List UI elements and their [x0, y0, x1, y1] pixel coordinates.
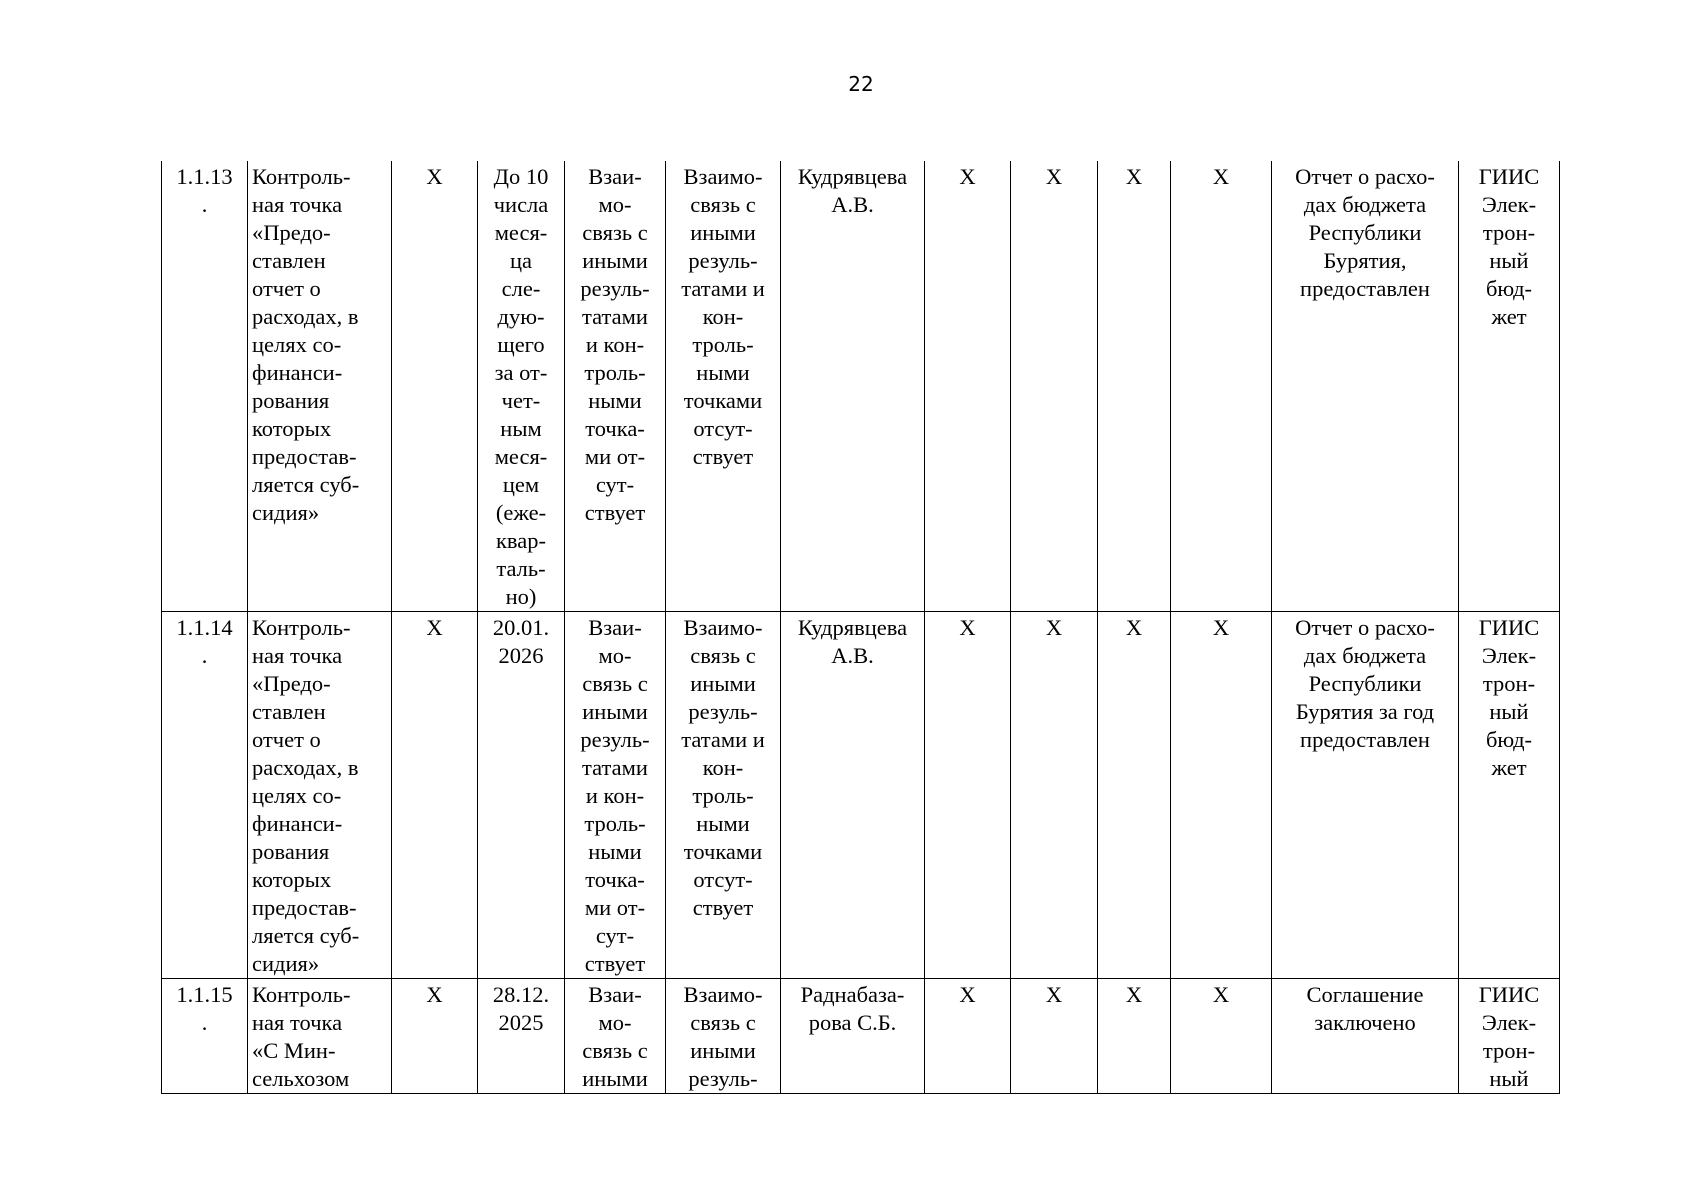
mark-cell: X	[1011, 979, 1098, 1094]
mark-cell: X	[925, 612, 1011, 979]
mark-cell: X	[1098, 612, 1171, 979]
row-number-cell: 1.1.15 .	[162, 979, 248, 1094]
mark-cell: X	[925, 979, 1011, 1094]
relation-points-cell: Взаимо- связь с иными резуль- татами и кон- троль- ными точками отсут- ствует	[666, 612, 781, 979]
control-points-table	[161, 161, 1560, 1094]
relation-points-cell: Взаимо- связь с иными резуль- татами и кон- троль- ными точками отсут- ствует	[666, 161, 781, 612]
deadline-cell: До 10 числа меся- ца сле- дую- щего за от- чет- ным меся- цем (еже- квар- таль- но)	[478, 161, 565, 612]
mark-cell: X	[1171, 161, 1272, 612]
deadline-cell: 28.12. 2025	[478, 979, 565, 1094]
relation-points-cell: Взаимо- связь с иными резуль-	[666, 979, 781, 1094]
control-point-name-cell: Контроль- ная точка «Предо- ставлен отчет о расходах, в целях со- финанси- рования которых предостав- ляется суб- сидия»	[248, 612, 392, 979]
information-system-cell: ГИИС Элек- трон- ный бюд- жет	[1459, 161, 1560, 612]
mark-cell: X	[1171, 612, 1272, 979]
control-point-name-cell: Контроль- ная точка «Предо- ставлен отчет о расходах, в целях со- финанси- рования которых предостав- ляется суб- сидия»	[248, 161, 392, 612]
relation-results-cell: Взаи- мо- связь с иными	[565, 979, 666, 1094]
row-number-cell: 1.1.13 .	[162, 161, 248, 612]
responsible-person-cell: Раднабаза- рова С.Б.	[781, 979, 925, 1094]
mark-cell: X	[392, 979, 478, 1094]
table-row	[162, 979, 1560, 1094]
table-row	[162, 612, 1560, 979]
row-number-cell: 1.1.14 .	[162, 612, 248, 979]
responsible-person-cell: Кудрявцева А.В.	[781, 612, 925, 979]
mark-cell: X	[392, 161, 478, 612]
deadline-cell: 20.01. 2026	[478, 612, 565, 979]
relation-results-cell: Взаи- мо- связь с иными резуль- татами и кон- троль- ными точка- ми от- сут- ствует	[565, 612, 666, 979]
result-document-cell: Отчет о расхо- дах бюджета Республики Бурятия за год предоставлен	[1272, 612, 1459, 979]
information-system-cell: ГИИС Элек- трон- ный	[1459, 979, 1560, 1094]
mark-cell: X	[1171, 979, 1272, 1094]
relation-results-cell: Взаи- мо- связь с иными резуль- татами и кон- троль- ными точка- ми от- сут- ствует	[565, 161, 666, 612]
result-document-cell: Отчет о расхо- дах бюджета Республики Бурятия, предоставлен	[1272, 161, 1459, 612]
responsible-person-cell: Кудрявцева А.В.	[781, 161, 925, 612]
page-number: 22	[848, 72, 874, 96]
mark-cell: X	[925, 161, 1011, 612]
mark-cell: X	[1011, 612, 1098, 979]
mark-cell: X	[1098, 979, 1171, 1094]
mark-cell: X	[1011, 161, 1098, 612]
table-row	[162, 161, 1560, 612]
mark-cell: X	[392, 612, 478, 979]
information-system-cell: ГИИС Элек- трон- ный бюд- жет	[1459, 612, 1560, 979]
mark-cell: X	[1098, 161, 1171, 612]
result-document-cell: Соглашение заключено	[1272, 979, 1459, 1094]
control-point-name-cell: Контроль- ная точка «С Мин- сельхозом	[248, 979, 392, 1094]
